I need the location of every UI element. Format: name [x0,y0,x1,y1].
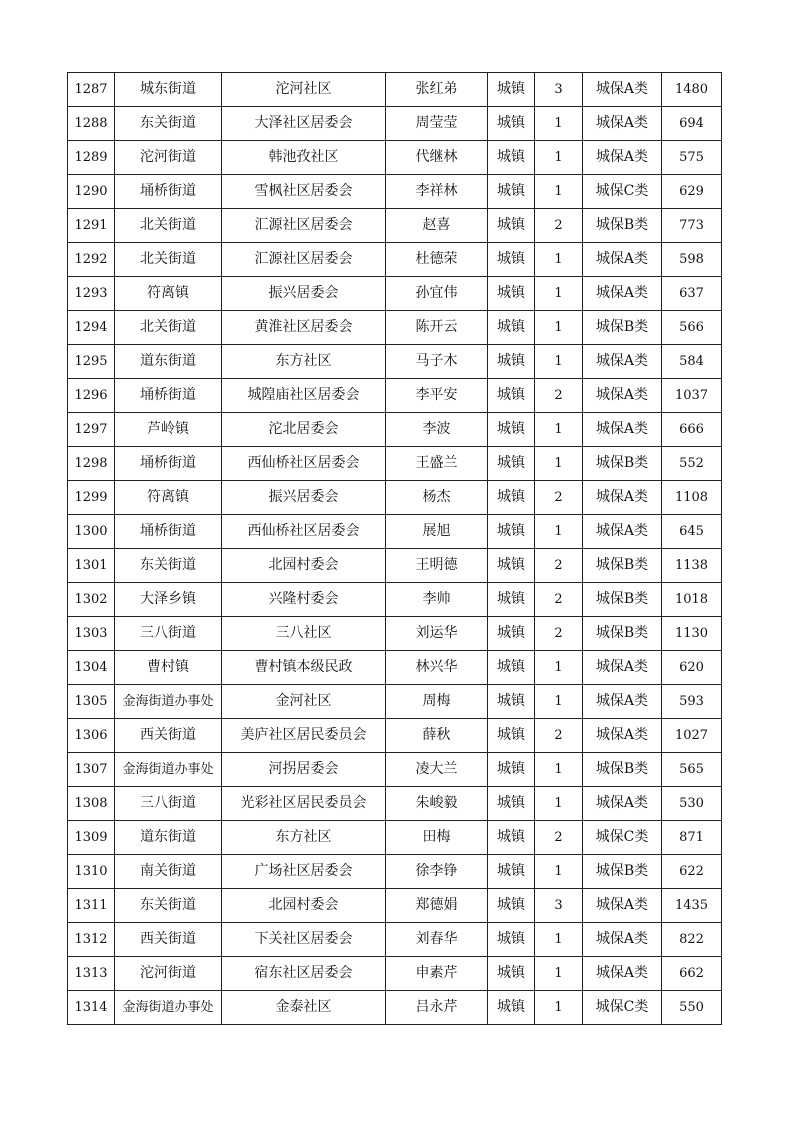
table-row [68,73,722,107]
area-type-cell: 城镇 [488,583,535,617]
street-cell: 东关街道 [115,889,222,923]
category-cell: 城保A类 [583,923,662,957]
amount-cell: 662 [662,957,722,991]
household-count-cell: 2 [535,821,583,855]
name-cell: 凌大兰 [386,753,488,787]
community-cell: 西仙桥社区居委会 [222,447,386,481]
category-cell: 城保B类 [583,583,662,617]
household-count-cell: 1 [535,243,583,277]
household-count-cell: 1 [535,753,583,787]
name-cell: 赵喜 [386,209,488,243]
table-row [68,175,722,209]
category-cell: 城保C类 [583,821,662,855]
household-count-cell: 1 [535,107,583,141]
name-cell: 薛秋 [386,719,488,753]
community-cell: 沱河社区 [222,73,386,107]
category-cell: 城保B类 [583,549,662,583]
table-row [68,107,722,141]
amount-cell: 773 [662,209,722,243]
area-type-cell: 城镇 [488,685,535,719]
community-cell: 兴隆村委会 [222,583,386,617]
area-type-cell: 城镇 [488,413,535,447]
row-number-cell: 1289 [68,141,115,175]
table-body [68,73,722,1025]
amount-cell: 1108 [662,481,722,515]
area-type-cell: 城镇 [488,311,535,345]
row-number-cell: 1312 [68,923,115,957]
community-cell: 光彩社区居民委员会 [222,787,386,821]
table-row [68,515,722,549]
area-type-cell: 城镇 [488,141,535,175]
name-cell: 代继林 [386,141,488,175]
category-cell: 城保A类 [583,719,662,753]
table-row [68,141,722,175]
household-count-cell: 1 [535,345,583,379]
category-cell: 城保B类 [583,311,662,345]
row-number-cell: 1290 [68,175,115,209]
area-type-cell: 城镇 [488,447,535,481]
category-cell: 城保A类 [583,277,662,311]
name-cell: 杨杰 [386,481,488,515]
amount-cell: 584 [662,345,722,379]
area-type-cell: 城镇 [488,617,535,651]
household-count-cell: 1 [535,991,583,1025]
table-row [68,583,722,617]
row-number-cell: 1307 [68,753,115,787]
category-cell: 城保A类 [583,651,662,685]
amount-cell: 1018 [662,583,722,617]
community-cell: 河拐居委会 [222,753,386,787]
category-cell: 城保A类 [583,73,662,107]
row-number-cell: 1297 [68,413,115,447]
household-count-cell: 1 [535,787,583,821]
name-cell: 李平安 [386,379,488,413]
category-cell: 城保B类 [583,753,662,787]
street-cell: 三八街道 [115,617,222,651]
community-cell: 沱北居委会 [222,413,386,447]
name-cell: 刘春华 [386,923,488,957]
table-row [68,379,722,413]
household-count-cell: 2 [535,209,583,243]
household-count-cell: 1 [535,957,583,991]
community-cell: 韩池孜社区 [222,141,386,175]
amount-cell: 1037 [662,379,722,413]
street-cell: 沱河街道 [115,141,222,175]
amount-cell: 666 [662,413,722,447]
name-cell: 马子木 [386,345,488,379]
community-cell: 东方社区 [222,821,386,855]
table-row [68,311,722,345]
household-count-cell: 1 [535,277,583,311]
street-cell: 芦岭镇 [115,413,222,447]
amount-cell: 620 [662,651,722,685]
amount-cell: 871 [662,821,722,855]
name-cell: 王明德 [386,549,488,583]
household-count-cell: 1 [535,311,583,345]
row-number-cell: 1309 [68,821,115,855]
name-cell: 周梅 [386,685,488,719]
area-type-cell: 城镇 [488,481,535,515]
amount-cell: 622 [662,855,722,889]
table-row [68,549,722,583]
household-count-cell: 2 [535,583,583,617]
area-type-cell: 城镇 [488,243,535,277]
household-count-cell: 1 [535,515,583,549]
row-number-cell: 1301 [68,549,115,583]
community-cell: 城隍庙社区居委会 [222,379,386,413]
street-cell: 符离镇 [115,277,222,311]
table-row [68,617,722,651]
community-cell: 美庐社区居民委员会 [222,719,386,753]
row-number-cell: 1300 [68,515,115,549]
amount-cell: 575 [662,141,722,175]
community-cell: 雪枫社区居委会 [222,175,386,209]
category-cell: 城保A类 [583,685,662,719]
amount-cell: 598 [662,243,722,277]
street-cell: 北关街道 [115,209,222,243]
row-number-cell: 1311 [68,889,115,923]
community-cell: 金河社区 [222,685,386,719]
area-type-cell: 城镇 [488,209,535,243]
amount-cell: 1435 [662,889,722,923]
street-cell: 埇桥街道 [115,515,222,549]
area-type-cell: 城镇 [488,73,535,107]
amount-cell: 550 [662,991,722,1025]
street-cell: 金海街道办事处 [115,753,222,787]
table-row [68,685,722,719]
household-count-cell: 1 [535,413,583,447]
amount-cell: 637 [662,277,722,311]
area-type-cell: 城镇 [488,719,535,753]
street-cell: 东关街道 [115,549,222,583]
name-cell: 王盛兰 [386,447,488,481]
household-count-cell: 2 [535,719,583,753]
area-type-cell: 城镇 [488,277,535,311]
area-type-cell: 城镇 [488,787,535,821]
community-cell: 黄淮社区居委会 [222,311,386,345]
community-cell: 西仙桥社区居委会 [222,515,386,549]
category-cell: 城保A类 [583,413,662,447]
street-cell: 城东街道 [115,73,222,107]
row-number-cell: 1306 [68,719,115,753]
category-cell: 城保A类 [583,787,662,821]
community-cell: 大泽社区居委会 [222,107,386,141]
category-cell: 城保A类 [583,345,662,379]
table-row [68,821,722,855]
street-cell: 东关街道 [115,107,222,141]
table-row [68,787,722,821]
name-cell: 李帅 [386,583,488,617]
name-cell: 李波 [386,413,488,447]
category-cell: 城保A类 [583,107,662,141]
name-cell: 张红弟 [386,73,488,107]
amount-cell: 1480 [662,73,722,107]
name-cell: 吕永芹 [386,991,488,1025]
household-count-cell: 1 [535,175,583,209]
name-cell: 陈开云 [386,311,488,345]
area-type-cell: 城镇 [488,889,535,923]
row-number-cell: 1291 [68,209,115,243]
area-type-cell: 城镇 [488,515,535,549]
street-cell: 北关街道 [115,243,222,277]
category-cell: 城保A类 [583,379,662,413]
amount-cell: 1130 [662,617,722,651]
table-row [68,651,722,685]
street-cell: 西关街道 [115,719,222,753]
community-cell: 振兴居委会 [222,277,386,311]
area-type-cell: 城镇 [488,753,535,787]
category-cell: 城保B类 [583,447,662,481]
area-type-cell: 城镇 [488,651,535,685]
row-number-cell: 1308 [68,787,115,821]
name-cell: 朱峻毅 [386,787,488,821]
row-number-cell: 1304 [68,651,115,685]
table-row [68,855,722,889]
street-cell: 符离镇 [115,481,222,515]
community-cell: 曹村镇本级民政 [222,651,386,685]
household-count-cell: 1 [535,447,583,481]
name-cell: 郑德娟 [386,889,488,923]
household-count-cell: 2 [535,481,583,515]
household-count-cell: 1 [535,923,583,957]
category-cell: 城保C类 [583,991,662,1025]
row-number-cell: 1294 [68,311,115,345]
community-cell: 北园村委会 [222,549,386,583]
amount-cell: 694 [662,107,722,141]
category-cell: 城保B类 [583,617,662,651]
category-cell: 城保A类 [583,243,662,277]
table-row [68,957,722,991]
community-cell: 下关社区居委会 [222,923,386,957]
table-row [68,481,722,515]
table-row [68,719,722,753]
category-cell: 城保A类 [583,515,662,549]
street-cell: 三八街道 [115,787,222,821]
row-number-cell: 1302 [68,583,115,617]
row-number-cell: 1298 [68,447,115,481]
name-cell: 周莹莹 [386,107,488,141]
street-cell: 北关街道 [115,311,222,345]
amount-cell: 566 [662,311,722,345]
row-number-cell: 1313 [68,957,115,991]
area-type-cell: 城镇 [488,855,535,889]
amount-cell: 645 [662,515,722,549]
table-row [68,991,722,1025]
name-cell: 展旭 [386,515,488,549]
street-cell: 曹村镇 [115,651,222,685]
street-cell: 南关街道 [115,855,222,889]
area-type-cell: 城镇 [488,991,535,1025]
household-count-cell: 3 [535,889,583,923]
street-cell: 埇桥街道 [115,447,222,481]
table-row [68,413,722,447]
category-cell: 城保A类 [583,889,662,923]
household-count-cell: 1 [535,855,583,889]
table-row [68,277,722,311]
name-cell: 刘运华 [386,617,488,651]
row-number-cell: 1295 [68,345,115,379]
allowance-table [67,72,722,1025]
amount-cell: 822 [662,923,722,957]
name-cell: 申素芹 [386,957,488,991]
category-cell: 城保B类 [583,855,662,889]
community-cell: 三八社区 [222,617,386,651]
name-cell: 徐李铮 [386,855,488,889]
row-number-cell: 1288 [68,107,115,141]
community-cell: 振兴居委会 [222,481,386,515]
row-number-cell: 1303 [68,617,115,651]
area-type-cell: 城镇 [488,107,535,141]
area-type-cell: 城镇 [488,345,535,379]
area-type-cell: 城镇 [488,923,535,957]
row-number-cell: 1299 [68,481,115,515]
amount-cell: 565 [662,753,722,787]
table-row [68,753,722,787]
community-cell: 北园村委会 [222,889,386,923]
community-cell: 宿东社区居委会 [222,957,386,991]
household-count-cell: 2 [535,549,583,583]
street-cell: 埇桥街道 [115,175,222,209]
name-cell: 杜德荣 [386,243,488,277]
category-cell: 城保B类 [583,209,662,243]
street-cell: 沱河街道 [115,957,222,991]
street-cell: 金海街道办事处 [115,685,222,719]
area-type-cell: 城镇 [488,175,535,209]
street-cell: 埇桥街道 [115,379,222,413]
household-count-cell: 1 [535,141,583,175]
street-cell: 金海街道办事处 [115,991,222,1025]
amount-cell: 629 [662,175,722,209]
street-cell: 大泽乡镇 [115,583,222,617]
household-count-cell: 1 [535,685,583,719]
name-cell: 李祥林 [386,175,488,209]
community-cell: 汇源社区居委会 [222,243,386,277]
area-type-cell: 城镇 [488,549,535,583]
row-number-cell: 1296 [68,379,115,413]
row-number-cell: 1305 [68,685,115,719]
amount-cell: 1138 [662,549,722,583]
table-row [68,923,722,957]
amount-cell: 530 [662,787,722,821]
table-row [68,209,722,243]
name-cell: 林兴华 [386,651,488,685]
household-count-cell: 1 [535,651,583,685]
household-count-cell: 3 [535,73,583,107]
community-cell: 广场社区居委会 [222,855,386,889]
household-count-cell: 2 [535,617,583,651]
table-row [68,243,722,277]
amount-cell: 552 [662,447,722,481]
name-cell: 孙宜伟 [386,277,488,311]
area-type-cell: 城镇 [488,379,535,413]
row-number-cell: 1314 [68,991,115,1025]
category-cell: 城保C类 [583,175,662,209]
table-row [68,889,722,923]
category-cell: 城保A类 [583,141,662,175]
area-type-cell: 城镇 [488,821,535,855]
street-cell: 道东街道 [115,821,222,855]
area-type-cell: 城镇 [488,957,535,991]
street-cell: 道东街道 [115,345,222,379]
community-cell: 东方社区 [222,345,386,379]
table-row [68,447,722,481]
category-cell: 城保A类 [583,481,662,515]
amount-cell: 1027 [662,719,722,753]
row-number-cell: 1287 [68,73,115,107]
category-cell: 城保A类 [583,957,662,991]
row-number-cell: 1292 [68,243,115,277]
street-cell: 西关街道 [115,923,222,957]
household-count-cell: 2 [535,379,583,413]
row-number-cell: 1310 [68,855,115,889]
community-cell: 金泰社区 [222,991,386,1025]
table-row [68,345,722,379]
amount-cell: 593 [662,685,722,719]
name-cell: 田梅 [386,821,488,855]
community-cell: 汇源社区居委会 [222,209,386,243]
row-number-cell: 1293 [68,277,115,311]
